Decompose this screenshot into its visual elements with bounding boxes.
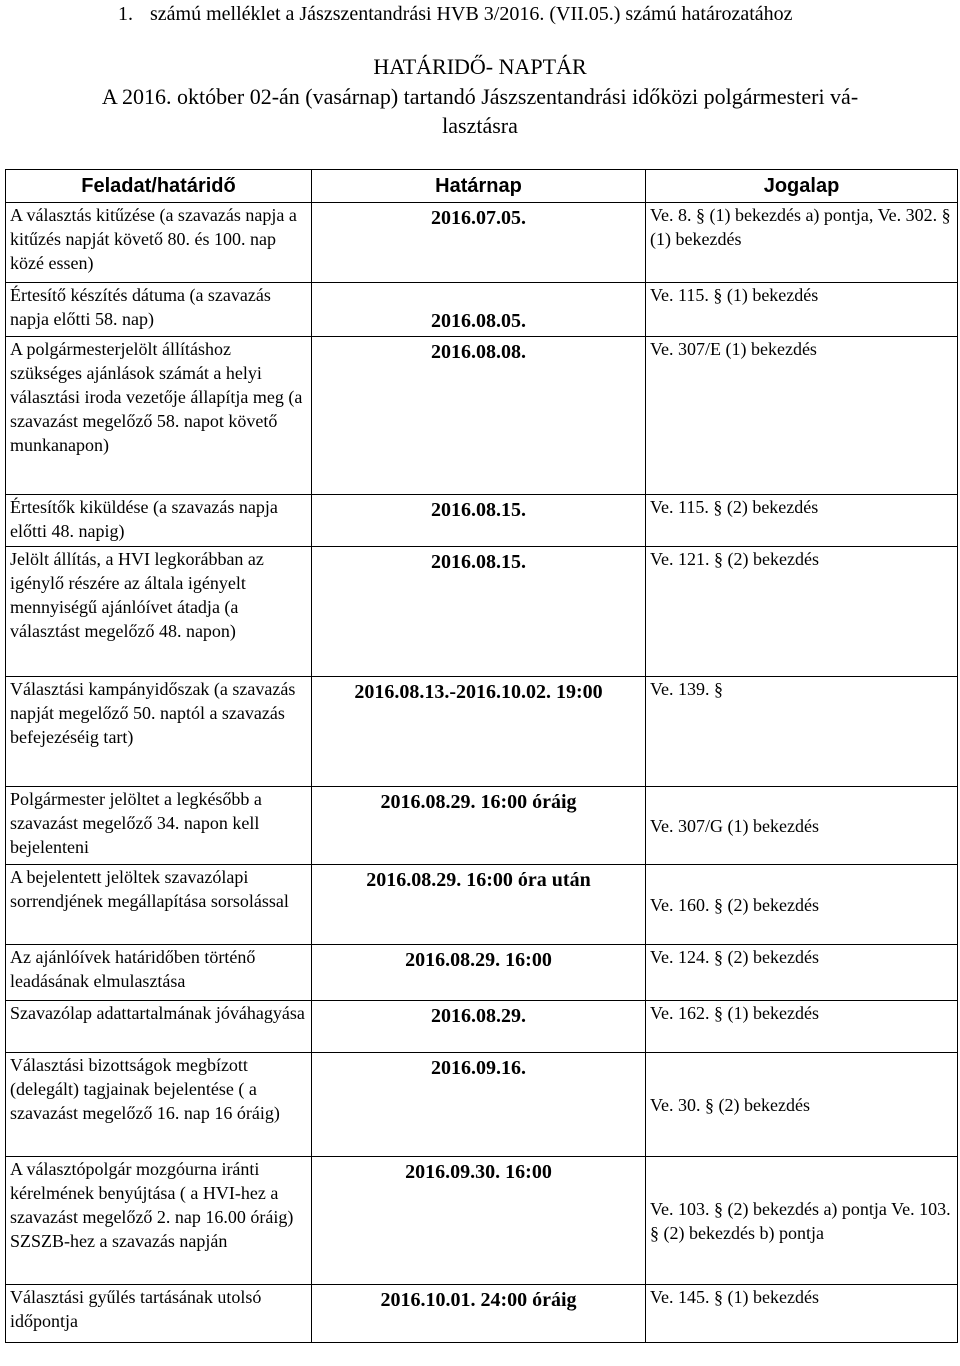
deadline-table	[5, 169, 958, 1343]
header-date: Határnap	[312, 170, 646, 203]
document-title: HATÁRIDŐ- NAPTÁR	[373, 54, 587, 79]
date-cell: 2016.08.29. 16:00 óra után	[312, 865, 646, 945]
task-cell: A választás kitűzése (a szavazás napja a kitűzés napját követő 80. és 100. nap közé essen)	[6, 203, 312, 283]
date-cell: 2016.10.01. 24:00 óráig	[312, 1285, 646, 1343]
task-cell: Értesítő készítés dátuma (a szavazás napja előtti 58. nap)	[6, 283, 312, 337]
task-cell: Választási kampányidőszak (a szavazás napját megelőző 50. naptól a szavazás befejezéséig tart)	[6, 677, 312, 787]
table-header-row	[6, 170, 958, 203]
task-cell: Polgármester jelöltet a legkésőbb a szavazást megelőző 34. napon kell bejelenteni	[6, 787, 312, 865]
table-row	[6, 495, 958, 547]
task-cell: A választópolgár mozgóurna iránti kérelmének benyújtása ( a HVI-hez a szavazást megelőző 2. nap 16.00 óráig) SZSZB-hez a szavazás napján	[6, 1157, 312, 1285]
table-row	[6, 787, 958, 865]
table-row	[6, 203, 958, 283]
legal-basis-cell: Ve. 162. § (1) bekezdés	[646, 1001, 958, 1053]
task-cell: A polgármesterjelölt állításhoz szükséges ajánlások számát a helyi választási iroda vezetője állapítja meg (a szavazást megelőző 58. napot követő munkanapon)	[6, 337, 312, 495]
date-cell: 2016.08.29. 16:00	[312, 945, 646, 1001]
date-cell: 2016.09.16.	[312, 1053, 646, 1157]
legal-basis-cell: Ve. 160. § (2) bekezdés	[646, 865, 958, 945]
date-cell: 2016.08.29.	[312, 1001, 646, 1053]
annex-text: számú melléklet a Jászszentandrási HVB 3/2016. (VII.05.) számú határozatához	[150, 3, 793, 25]
subtitle-line-1: A 2016. október 02-án (vasárnap) tartandó Jászszentandrási időközi polgármesteri vá-	[101, 84, 859, 109]
document-subtitle	[0, 82, 960, 140]
task-cell: Választási gyűlés tartásának utolsó időpontja	[6, 1285, 312, 1343]
table-row	[6, 283, 958, 337]
table-row	[6, 945, 958, 1001]
table-row	[6, 547, 958, 677]
task-cell: Értesítők kiküldése (a szavazás napja előtti 48. napig)	[6, 495, 312, 547]
header-legal-basis: Jogalap	[646, 170, 958, 203]
table-row	[6, 1053, 958, 1157]
legal-basis-cell: Ve. 115. § (1) bekezdés	[646, 283, 958, 337]
date-cell: 2016.07.05.	[312, 203, 646, 283]
legal-basis-cell: Ve. 307/E (1) bekezdés	[646, 337, 958, 495]
annex-number: 1.	[118, 3, 133, 25]
date-cell: 2016.08.15.	[312, 547, 646, 677]
date-cell: 2016.09.30. 16:00	[312, 1157, 646, 1285]
task-cell: Szavazólap adattartalmának jóváhagyása	[6, 1001, 312, 1053]
legal-basis-cell: Ve. 115. § (2) bekezdés	[646, 495, 958, 547]
legal-basis-cell: Ve. 307/G (1) bekezdés	[646, 787, 958, 865]
table-row	[6, 337, 958, 495]
date-cell: 2016.08.15.	[312, 495, 646, 547]
annex-reference	[118, 0, 793, 28]
legal-basis-cell: Ve. 139. §	[646, 677, 958, 787]
legal-basis-cell: Ve. 124. § (2) bekezdés	[646, 945, 958, 1001]
date-cell: 2016.08.05.	[312, 283, 646, 337]
legal-basis-cell: Ve. 30. § (2) bekezdés	[646, 1053, 958, 1157]
legal-basis-cell: Ve. 8. § (1) bekezdés a) pontja, Ve. 302. § (1) bekezdés	[646, 203, 958, 283]
table-row	[6, 1157, 958, 1285]
task-cell: Választási bizottságok megbízott (delegált) tagjainak bejelentése ( a szavazást megelőző 16. nap 16 óráig)	[6, 1053, 312, 1157]
legal-basis-cell: Ve. 145. § (1) bekezdés	[646, 1285, 958, 1343]
task-cell: Az ajánlóívek határidőben történő leadásának elmulasztása	[6, 945, 312, 1001]
legal-basis-cell: Ve. 121. § (2) bekezdés	[646, 547, 958, 677]
date-cell: 2016.08.08.	[312, 337, 646, 495]
date-cell: 2016.08.13.-2016.10.02. 19:00	[312, 677, 646, 787]
date-cell: 2016.08.29. 16:00 óráig	[312, 787, 646, 865]
task-cell: A bejelentett jelöltek szavazólapi sorrendjének megállapítása sorsolással	[6, 865, 312, 945]
legal-basis-cell: Ve. 103. § (2) bekezdés a) pontja Ve. 103. § (2) bekezdés b) pontja	[646, 1157, 958, 1285]
table-row	[6, 1001, 958, 1053]
table-row	[6, 1285, 958, 1343]
header-task: Feladat/határidő	[6, 170, 312, 203]
table-row	[6, 865, 958, 945]
subtitle-line-2: lasztásra	[442, 113, 518, 138]
task-cell: Jelölt állítás, a HVI legkorábban az igénylő részére az általa igényelt mennyiségű ajánlóívet átadja (a választást megelőző 48. napon)	[6, 547, 312, 677]
table-row	[6, 677, 958, 787]
